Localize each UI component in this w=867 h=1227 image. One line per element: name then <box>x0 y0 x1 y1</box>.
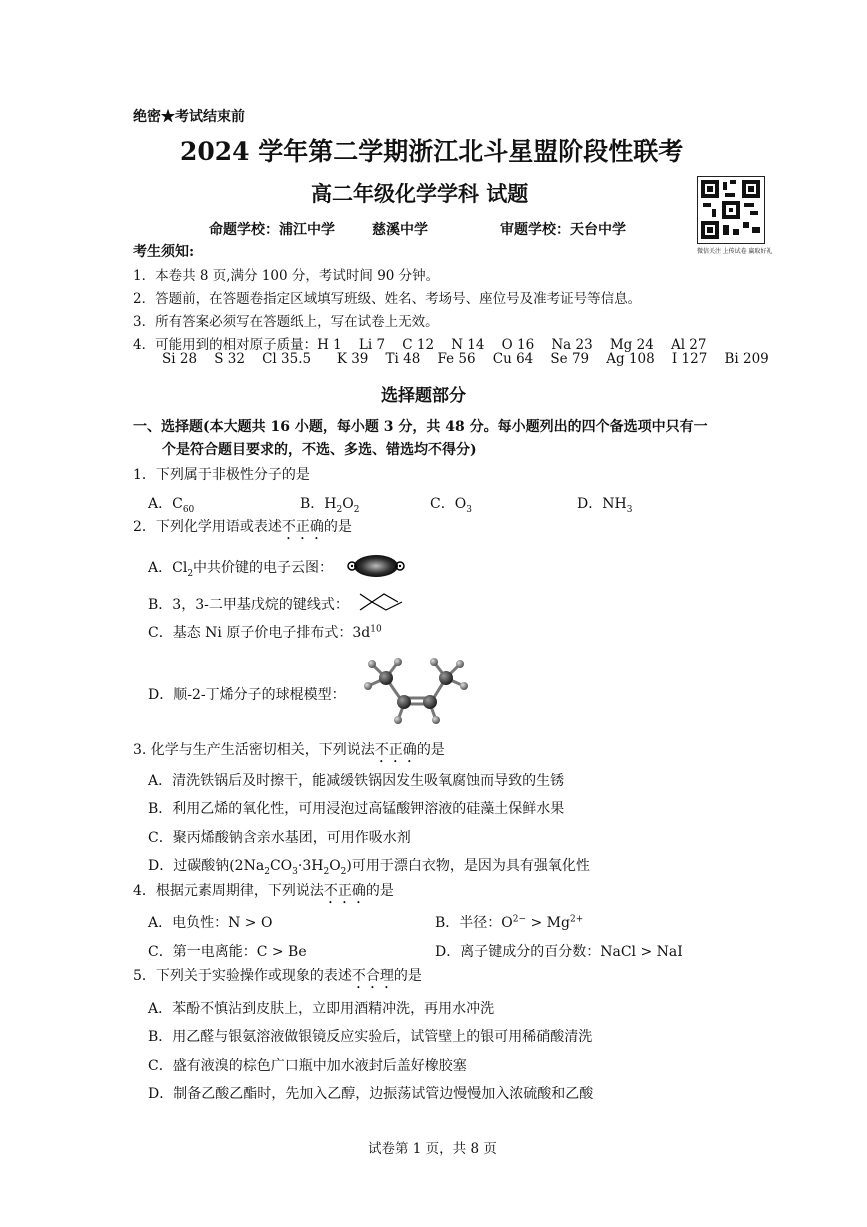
q4-option-a: A．电负性：N > O <box>148 915 273 931</box>
q4-option-b: B．半径：$O^{2-} > Mg^{2+}$ <box>435 914 584 931</box>
review-school: 审题学校：天台中学 <box>500 222 626 238</box>
q3-option-d: D．过碳酸钠$(2Na_2CO_3\cdot 3H_2O_2)$可用于漂白衣物，是因为具有强氧化性 <box>148 858 590 877</box>
page-footer: 试卷第 1 页，共 8 页 <box>368 1141 497 1157</box>
section-intro-2: 个是符合题目要求的，不选、多选、错选均不得分) <box>162 442 477 458</box>
q5-option-b: B．用乙醛与银氨溶液做银镜反应实验后，试管壁上的银可用稀硝酸清洗 <box>148 1029 593 1045</box>
notice-item-1: 1．本卷共 8 页,满分 100 分，考试时间 90 分钟。 <box>133 268 440 284</box>
notice-item-3: 3．所有答案必须写在答题纸上，写在试卷上无效。 <box>133 314 439 330</box>
q1-stem: 1．下列属于非极性分子的是 <box>133 467 310 483</box>
q4-option-d: D．离子键成分的百分数：NaCl > NaI <box>435 944 683 960</box>
propose-school-2: 慈溪中学 <box>372 222 428 238</box>
notice-item-2: 2．答题前，在答题卷指定区域填写班级、姓名、考场号、座位号及准考证号等信息。 <box>133 291 642 307</box>
ball-stick-model-figure <box>360 652 472 728</box>
secret-label: 绝密★考试结束前 <box>133 109 245 125</box>
notice-item-4: 4．可能用到的相对原子质量：H 1 Li 7 C 12 N 14 O 16 Na 23 Mg 24 Al 27 <box>133 337 707 353</box>
exam-subtitle: 高二年级化学学科 试题 <box>311 181 529 206</box>
skeletal-formula-figure <box>358 591 406 613</box>
q2-option-c: C．基态 Ni 原子价电子排布式：$3d^{10}$ <box>148 624 382 641</box>
q5-option-a: A．苯酚不慎沾到皮肤上，立即用酒精冲洗，再用水冲洗 <box>148 1001 495 1017</box>
q1-option-a: A．$C_{60}$ <box>148 496 195 515</box>
q5-option-c: C．盛有液溴的棕色广口瓶中加水液封后盖好橡胶塞 <box>148 1058 467 1074</box>
notice-item-4-cont: Si 28 S 32 Cl 35.5 K 39 Ti 48 Fe 56 Cu 64 Se 79 Ag 108 I 127 Bi 209 <box>162 351 769 367</box>
q5-option-d: D．制备乙酸乙酯时，先加入乙醇，边振荡试管边慢慢加入浓硫酸和乙酸 <box>148 1086 594 1102</box>
q3-option-c: C．聚丙烯酸钠含亲水基团，可用作吸水剂 <box>148 830 411 846</box>
q2-option-d: D．顺-2-丁烯分子的球棍模型： <box>148 687 346 703</box>
q2-stem: 2．下列化学用语或表述不正确的是 <box>133 519 352 535</box>
q2-option-a: A．$Cl_2$中共价键的电子云图： <box>148 560 334 579</box>
section-title: 选择题部分 <box>381 386 466 406</box>
qr-caption: 微信关注 上传试卷 赢取好礼 <box>697 249 773 255</box>
notice-title: 考生须知: <box>133 244 195 260</box>
q1-option-d: D．$NH_3$ <box>577 496 633 515</box>
propose-school: 命题学校：浦江中学 <box>209 222 335 238</box>
exam-title: 2024 学年第二学期浙江北斗星盟阶段性联考 <box>180 137 684 166</box>
qr-code[interactable] <box>697 176 765 244</box>
q1-option-c: C．$O_3$ <box>430 496 472 515</box>
q1-option-b: B．$H_2O_2$ <box>300 496 360 515</box>
q5-stem: 5．下列关于实验操作或现象的表述不合理的是 <box>133 968 422 984</box>
q3-option-b: B．利用乙烯的氧化性，可用浸泡过高锰酸钾溶液的硅藻土保鲜水果 <box>148 801 565 817</box>
q3-stem: 3. 化学与生产生活密切相关，下列说法不正确的是 <box>133 742 445 758</box>
q4-option-c: C．第一电离能：C > Be <box>148 944 307 960</box>
section-intro-1: 一、选择题(本大题共 16 小题，每小题 3 分，共 48 分。每小题列出的四个备选项中只有一 <box>133 419 708 435</box>
q2-option-b: B．3，3-二甲基戊烷的键线式： <box>148 597 349 613</box>
q4-stem: 4．根据元素周期律，下列说法不正确的是 <box>133 883 394 899</box>
electron-cloud-figure <box>346 553 406 579</box>
q3-option-a: A．清洗铁锅后及时擦干，能减缓铁锅因发生吸氧腐蚀而导致的生锈 <box>148 773 565 789</box>
